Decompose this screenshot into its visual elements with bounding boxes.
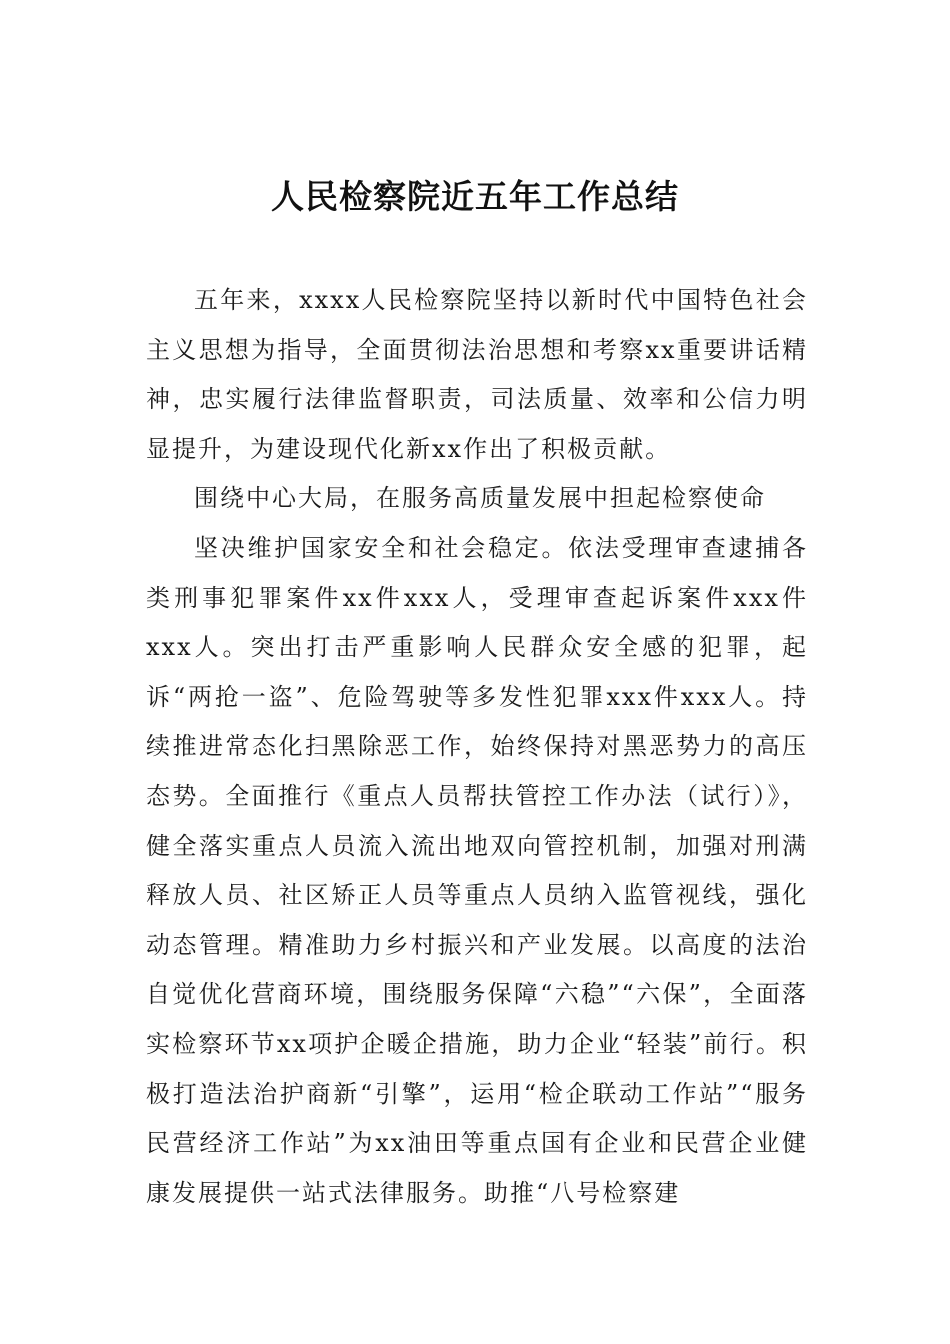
document-body: [146, 276, 808, 1218]
document-title: 人民检察院近五年工作总结: [271, 177, 679, 216]
paragraph-intro: 五年来，xxxx人民检察院坚持以新时代中国特色社会主义思想为指导，全面贯彻法治思想和考察xx重要讲话精神，忠实履行法律监督职责，司法质量、效率和公信力明显提升，为建设现代化新xx作出了积极贡献。: [146, 286, 808, 463]
section-heading: 围绕中心大局，在服务高质量发展中担起检察使命: [194, 484, 766, 513]
paragraph-main: 坚决维护国家安全和社会稳定。依法受理审查逮捕各类刑事犯罪案件xx件xxx人，受理审查起诉案件xxx件xxx人。突出打击严重影响人民群众安全感的犯罪，起诉“两抢一盗”、危险驾驶等多发性犯罪xxx件xxx人。持续推进常态化扫黑除恶工作，始终保持对黑恶势力的高压态势。全面推行《重点人员帮扶管控工作办法（试行）》，健全落实重点人员流入流出地双向管控机制，加强对刑满释放人员、社区矫正人员等重点人员纳入监管视线，强化动态管理。精准助力乡村振兴和产业发展。以高度的法治自觉优化营商环境，围绕服务保障“六稳”“六保”，全面落实检察环节xx项护企暖企措施，助力企业“轻装”前行。积极打造法治护商新“引擎”，运用“检企联动工作站”“服务民营经济工作站”为xx油田等重点国有企业和民营企业健康发展提供一站式法律服务。助推“八号检察建: [146, 533, 808, 1207]
